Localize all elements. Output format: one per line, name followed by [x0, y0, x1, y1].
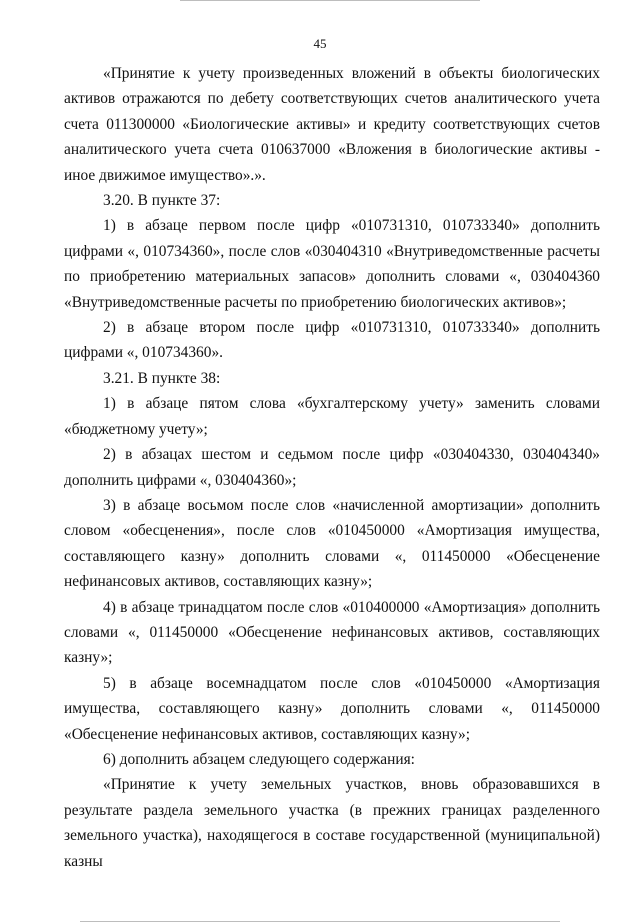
paragraph: «Принятие к учету произведенных вложений в объекты биологических активов отражаются по дебету соответствующих счетов аналитического учета счета 011300000 «Биологические активы» и кредиту соответствующих счетов аналитического учета счета 010637000 «Вложения в биологические активы - иное движимое имущество».». — [64, 65, 600, 184]
paragraph: 1) в абзаце первом после цифр «010731310, 010733340» дополнить цифрами «, 010734360», после слов «030404310 «Внутриведомственные расчеты по приобретению материальных запасов» дополнить словами «, 030404360 «Внутриведомственные расчеты по приобретению биологических активов»; — [64, 217, 600, 311]
paragraph: 3.21. В пункте 38: — [103, 369, 221, 387]
paragraph: 2) в абзацах шестом и седьмом после цифр «030404330, 030404340» дополнить цифрами «, 030404360»; — [64, 446, 600, 489]
document-body — [64, 61, 600, 874]
paragraph: 1) в абзаце пятом слова «бухгалтерскому учету» заменить словами «бюджетному учету»; — [64, 395, 600, 438]
paragraph: 6) дополнить абзацем следующего содержания: — [103, 750, 415, 768]
paragraph: «Принятие к учету земельных участков, вновь образовавшихся в результате раздела земельного участка (в прежних границах разделенного земельного участка), находящегося в составе государственной (муниципальной) казны — [64, 776, 600, 870]
paragraph: 4) в абзаце тринадцатом после слов «010400000 «Амортизация» дополнить словами «, 011450000 «Обесценение нефинансовых активов, составляющих казну»; — [64, 598, 600, 667]
paragraph: 5) в абзаце восемнадцатом после слов «010450000 «Амортизация имущества, составляющего казну» дополнить словами «, 011450000 «Обесценение нефинансовых активов, составляющих казну»; — [64, 674, 600, 743]
paragraph: 3) в абзаце восьмом после слов «начисленной амортизации» дополнить словом «обесценения», после слов «010450000 «Амортизация имущества, составляющего казну» дополнить словами «, 011450000 «Обесценение нефинансовых активов, составляющих казну»; — [64, 496, 600, 591]
page-number: 45 — [313, 36, 327, 51]
paragraph: 2) в абзаце втором после цифр «010731310, 010733340» дополнить цифрами «, 010734360». — [64, 319, 600, 362]
paragraph: 3.20. В пункте 37: — [103, 192, 221, 210]
scan-edge-mark — [80, 921, 560, 922]
scan-edge-mark — [180, 0, 480, 1]
